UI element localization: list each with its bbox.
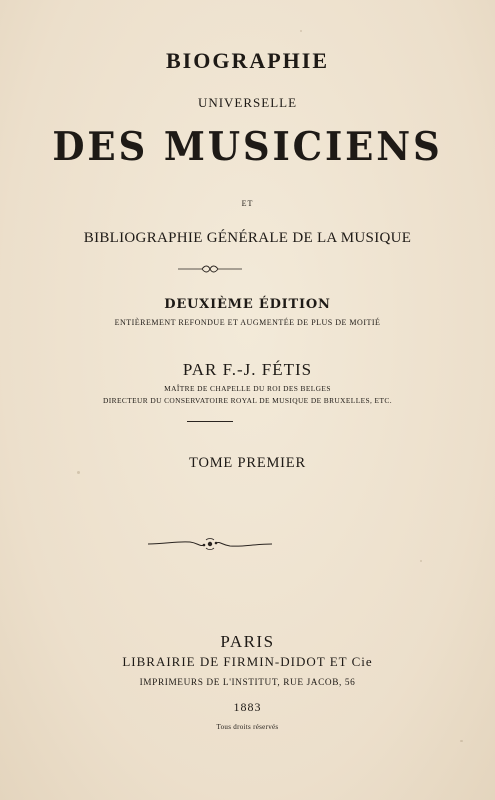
title-bibliographie: BIBLIOGRAPHIE GÉNÉRALE DE LA MUSIQUE: [83, 230, 412, 246]
ornament-divider-icon: [178, 262, 242, 276]
publisher: LIBRAIRIE DE FIRMIN-DIDOT ET Cie: [122, 654, 373, 669]
flourish-ornament-icon: [146, 535, 274, 553]
title-des-musiciens: DES MUSICIENS: [52, 124, 443, 170]
city: PARIS: [220, 632, 275, 651]
title-et: ET: [241, 199, 254, 208]
title-universelle: UNIVERSELLE: [197, 95, 298, 110]
author-title-2: DIRECTEUR DU CONSERVATOIRE ROYAL DE MUSIQUE DE BRUXELLES, ETC.: [103, 396, 392, 405]
rights-notice: Tous droits réservés: [216, 723, 279, 731]
foxing-spot: [300, 30, 302, 32]
edition-note: ENTIÈREMENT REFONDUE ET AUGMENTÉE DE PLUS DE MOITIÉ: [114, 318, 381, 327]
author-line: PAR F.-J. FÉTIS: [182, 360, 313, 379]
title-biographie: BIOGRAPHIE: [165, 48, 330, 73]
year: 1883: [233, 700, 262, 714]
foxing-spot: [420, 560, 422, 562]
author-title-1: MAÎTRE DE CHAPELLE DU ROI DES BELGES: [164, 384, 331, 393]
short-rule: [187, 421, 233, 422]
printer-address: IMPRIMEURS DE L'INSTITUT, RUE JACOB, 56: [139, 678, 356, 688]
foxing-spot: [77, 471, 80, 474]
volume-label: TOME PREMIER: [189, 455, 306, 471]
foxing-spot: [460, 740, 463, 742]
edition-heading: DEUXIÈME ÉDITION: [164, 297, 331, 312]
